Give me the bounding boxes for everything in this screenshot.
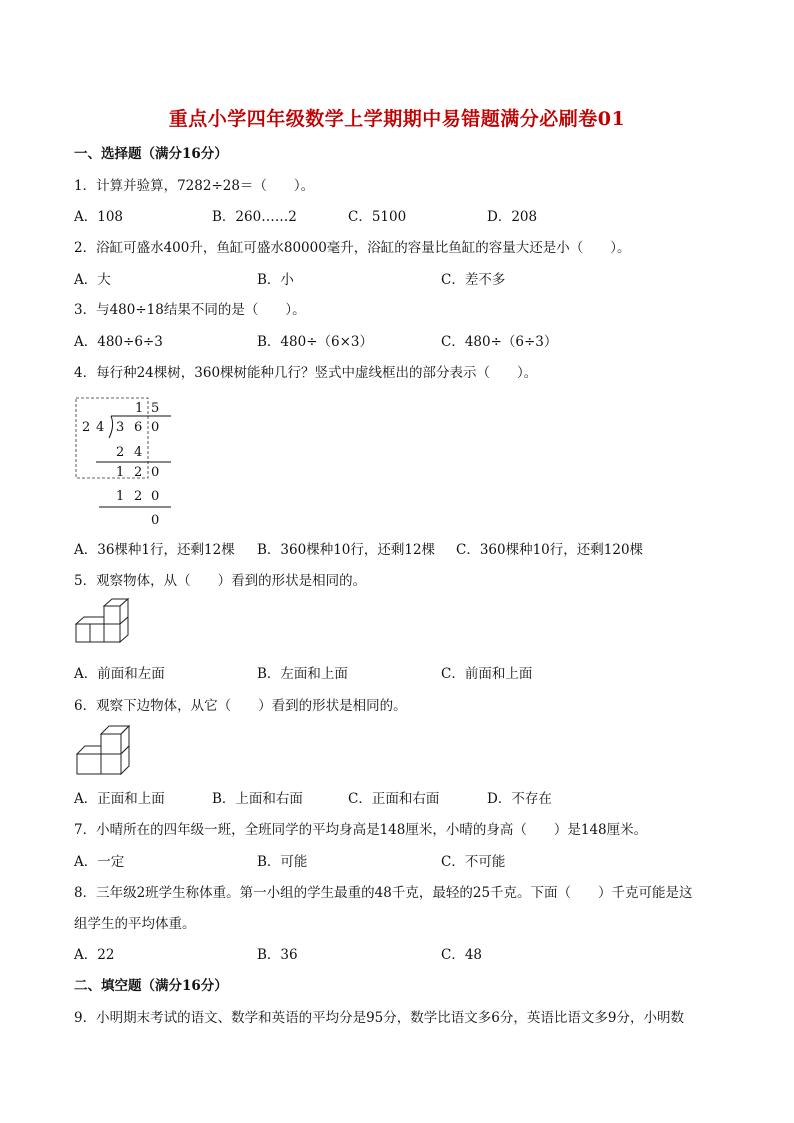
q8-option-a[interactable]: A．22 [74, 947, 115, 963]
division-bracket [109, 416, 113, 438]
question-8-continued: 组学生的平均体重。 [74, 916, 196, 932]
long-division-figure [74, 396, 184, 531]
q1-option-c[interactable]: C．5100 [348, 209, 407, 225]
q3-option-b[interactable]: B．480÷（6×3） [257, 334, 373, 350]
q5-option-c[interactable]: C．前面和上面 [441, 666, 533, 682]
question-1: 1．计算并验算，7282÷28＝（ ）。 [74, 178, 315, 194]
q1-option-b[interactable]: B．260……2 [212, 209, 297, 225]
cube-front-face [76, 624, 90, 642]
q7-option-b[interactable]: B．可能 [257, 854, 308, 870]
q8-option-b[interactable]: B．36 [257, 947, 298, 963]
question-5: 5．观察物体，从（ ）看到的形状是相同的。 [74, 573, 367, 589]
dividend-digit-1: 3 [116, 420, 125, 435]
cube-figure-q5 [74, 598, 130, 656]
cube-top-face [77, 746, 101, 754]
question-6: 6．观察下边物体，从它（ ）看到的形状是相同的。 [74, 698, 407, 714]
q1-option-d[interactable]: D．208 [487, 209, 538, 225]
section-1-heading: 一、选择题（满分16分） [74, 146, 228, 162]
q6-option-b[interactable]: B．上面和右面 [212, 791, 303, 807]
cube-front-face [104, 624, 120, 642]
rem1-digit-1: 1 [116, 465, 125, 480]
step2-digit-1: 1 [116, 489, 125, 504]
quotient-digit-1: 1 [135, 401, 144, 416]
divisor-digit-2: 4 [96, 420, 105, 435]
cube-top-face [76, 617, 104, 624]
rem1-digit-2: 2 [134, 465, 143, 480]
q2-option-b[interactable]: B．小 [257, 272, 294, 288]
final-remainder: 0 [151, 513, 160, 528]
step2-digit-3: 0 [151, 489, 160, 504]
q4-option-c[interactable]: C．360棵种10行，还剩120棵 [456, 542, 644, 558]
q4-option-a[interactable]: A．36棵种1行，还剩12棵 [74, 542, 235, 558]
q6-option-c[interactable]: C．正面和右面 [348, 791, 440, 807]
cube-front-face [90, 624, 104, 642]
q6-option-a[interactable]: A．正面和上面 [74, 791, 165, 807]
dividend-digit-2: 6 [134, 420, 143, 435]
step1-digit-1: 2 [116, 445, 125, 460]
question-3: 3．与480÷18结果不同的是（ ）。 [74, 302, 306, 318]
q5-option-b[interactable]: B．左面和上面 [257, 666, 348, 682]
q2-option-c[interactable]: C．差不多 [441, 272, 506, 288]
q8-option-c[interactable]: C．48 [441, 947, 483, 963]
dividend-digit-3: 0 [151, 420, 160, 435]
step1-digit-2: 4 [134, 445, 143, 460]
rem1-digit-3: 0 [151, 465, 160, 480]
q5-option-a[interactable]: A．前面和左面 [74, 666, 165, 682]
cube-front-face [104, 606, 120, 624]
question-4: 4．每行种24棵树，360棵树能种几行？竖式中虚线框出的部分表示（ ）。 [74, 365, 538, 381]
cube-front-face [101, 754, 121, 774]
step2-digit-2: 2 [134, 489, 143, 504]
question-9: 9．小明期末考试的语文、数学和英语的平均分是95分，数学比语文多6分，英语比语文多9分，小明数 [74, 1010, 684, 1026]
quotient-digit-2: 5 [151, 401, 160, 416]
divisor-digit-1: 2 [82, 420, 91, 435]
question-7: 7．小晴所在的四年级一班，全班同学的平均身高是148厘米，小晴的身高（ ）是148厘米。 [74, 822, 648, 838]
q3-option-a[interactable]: A．480÷6÷3 [74, 334, 163, 350]
q7-option-c[interactable]: C．不可能 [441, 854, 506, 870]
q1-option-a[interactable]: A．108 [74, 209, 124, 225]
q3-option-c[interactable]: C．480÷（6÷3） [441, 334, 558, 350]
q7-option-a[interactable]: A．一定 [74, 854, 125, 870]
question-8: 8．三年级2班学生称体重。第一小组的学生最重的48千克，最轻的25千克。下面（ ）千克可能是这 [74, 885, 693, 901]
q4-option-b[interactable]: B．360棵种10行，还剩12棵 [257, 542, 436, 558]
q6-option-d[interactable]: D．不存在 [487, 791, 552, 807]
cube-front-face [77, 754, 101, 774]
question-2: 2．浴缸可盛水400升，鱼缸可盛水80000毫升，浴缸的容量比鱼缸的容量大还是小（ ）。 [74, 240, 631, 256]
cube-front-face [101, 734, 121, 754]
cube-figure-q6 [74, 724, 132, 782]
page-title: 重点小学四年级数学上学期期中易错题满分必刷卷01 [168, 108, 626, 130]
section-2-heading: 二、填空题（满分16分） [74, 978, 228, 994]
q2-option-a[interactable]: A．大 [74, 272, 111, 288]
